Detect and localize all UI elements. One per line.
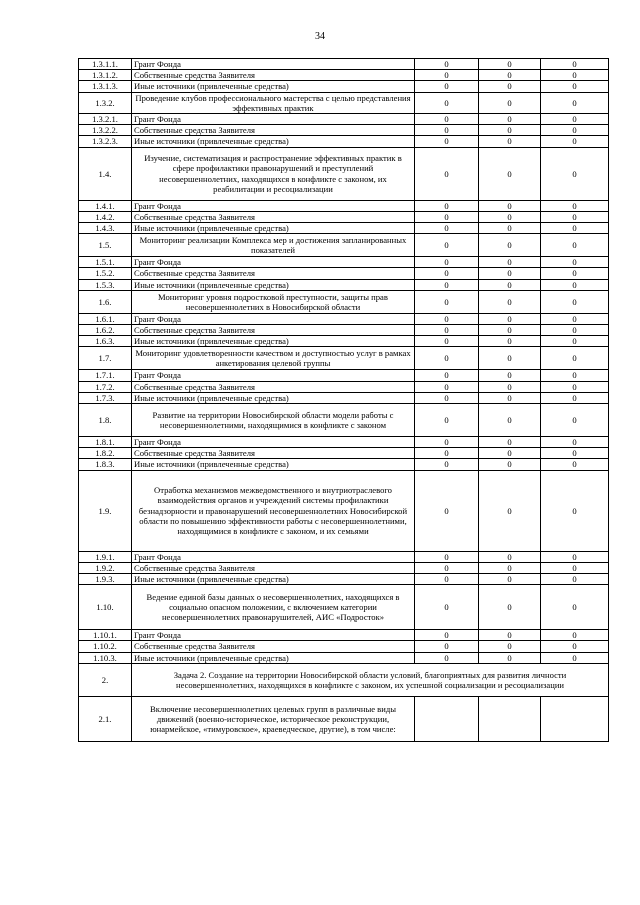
activity-description-cell: Грант Фонда <box>132 437 415 448</box>
value-cell-1: 0 <box>415 551 479 562</box>
activity-description-cell: Грант Фонда <box>132 370 415 381</box>
table-row <box>79 234 609 257</box>
table-row <box>79 437 609 448</box>
row-number-cell: 1.5.3. <box>79 279 132 290</box>
activities-table <box>78 58 609 742</box>
table-row <box>79 114 609 125</box>
value-cell-3: 0 <box>541 81 609 92</box>
value-cell-1: 0 <box>415 223 479 234</box>
activities-table-body <box>79 59 609 742</box>
value-cell-3: 0 <box>541 470 609 551</box>
value-cell-1: 0 <box>415 136 479 147</box>
row-number-cell: 1.10.3. <box>79 652 132 663</box>
table-row <box>79 459 609 470</box>
activity-description-cell: Собственные средства Заявителя <box>132 268 415 279</box>
row-number-cell: 1.4.3. <box>79 223 132 234</box>
row-number-cell: 1.3.1.3. <box>79 81 132 92</box>
row-number-cell: 1.8.2. <box>79 448 132 459</box>
value-cell-1: 0 <box>415 279 479 290</box>
task-description-cell: Задача 2. Создание на территории Новосибирской области условий, благоприятных для развития личности несовершеннолетних, находящихся в конфликте с законом, их успешной социализации и ресоциализации <box>132 663 609 696</box>
value-cell-2: 0 <box>479 370 541 381</box>
table-row <box>79 404 609 437</box>
value-cell-3: 0 <box>541 448 609 459</box>
row-number-cell: 1.5.2. <box>79 268 132 279</box>
value-cell-2: 0 <box>479 81 541 92</box>
value-cell-3: 0 <box>541 585 609 630</box>
value-cell-2: 0 <box>479 223 541 234</box>
value-cell-2: 0 <box>479 392 541 403</box>
row-number-cell: 1.6.3. <box>79 336 132 347</box>
value-cell-1: 0 <box>415 652 479 663</box>
value-cell-1: 0 <box>415 470 479 551</box>
table-row <box>79 381 609 392</box>
value-cell-2: 0 <box>479 381 541 392</box>
value-cell-1: 0 <box>415 81 479 92</box>
table-row <box>79 585 609 630</box>
table-row <box>79 336 609 347</box>
value-cell-3: 0 <box>541 279 609 290</box>
row-number-cell: 1.7.2. <box>79 381 132 392</box>
row-number-cell: 1.3.2. <box>79 92 132 113</box>
value-cell-2: 0 <box>479 114 541 125</box>
activity-description-cell: Проведение клубов профессионального мастерства с целью представления эффективных практик <box>132 92 415 113</box>
value-cell-2: 0 <box>479 470 541 551</box>
value-cell-3: 0 <box>541 147 609 200</box>
value-cell-3: 0 <box>541 211 609 222</box>
value-cell-1: 0 <box>415 125 479 136</box>
value-cell-2: 0 <box>479 200 541 211</box>
value-cell-2: 0 <box>479 641 541 652</box>
value-cell-2: 0 <box>479 290 541 313</box>
row-number-cell: 1.10.2. <box>79 641 132 652</box>
value-cell-1: 0 <box>415 370 479 381</box>
table-row <box>79 630 609 641</box>
activity-description-cell: Ведение единой базы данных о несовершеннолетних, находящихся в социально опасном положении, с включением категории несовершеннолетних правонарушителей, АИС «Подросток» <box>132 585 415 630</box>
value-cell-3: 0 <box>541 652 609 663</box>
activity-description-cell: Грант Фонда <box>132 257 415 268</box>
value-cell-3: 0 <box>541 114 609 125</box>
activity-description-cell: Иные источники (привлеченные средства) <box>132 223 415 234</box>
table-row <box>79 125 609 136</box>
value-cell-2: 0 <box>479 92 541 113</box>
activity-description-cell: Иные источники (привлеченные средства) <box>132 81 415 92</box>
value-cell-3: 0 <box>541 459 609 470</box>
table-row <box>79 370 609 381</box>
value-cell-3: 0 <box>541 404 609 437</box>
row-number-cell: 1.5.1. <box>79 257 132 268</box>
value-cell-1: 0 <box>415 313 479 324</box>
value-cell-1: 0 <box>415 70 479 81</box>
table-row <box>79 279 609 290</box>
row-number-cell: 1.3.1.1. <box>79 59 132 70</box>
value-cell-3: 0 <box>541 641 609 652</box>
row-number-cell: 1.7.1. <box>79 370 132 381</box>
value-cell-2: 0 <box>479 347 541 370</box>
value-cell-1: 0 <box>415 92 479 113</box>
value-cell-3: 0 <box>541 325 609 336</box>
value-cell-3: 0 <box>541 381 609 392</box>
row-number-cell: 1.9.1. <box>79 551 132 562</box>
value-cell-3: 0 <box>541 92 609 113</box>
row-number-cell: 1.8.3. <box>79 459 132 470</box>
row-number-cell: 1.10.1. <box>79 630 132 641</box>
value-cell-2: 0 <box>479 459 541 470</box>
value-cell-2: 0 <box>479 652 541 663</box>
row-number-cell: 2. <box>79 663 132 696</box>
activity-description-cell: Грант Фонда <box>132 114 415 125</box>
value-cell-3: 0 <box>541 551 609 562</box>
activity-description-cell: Собственные средства Заявителя <box>132 125 415 136</box>
table-row <box>79 696 609 741</box>
activity-description-cell: Собственные средства Заявителя <box>132 211 415 222</box>
value-cell-1 <box>415 696 479 741</box>
value-cell-3: 0 <box>541 200 609 211</box>
table-row <box>79 257 609 268</box>
value-cell-1: 0 <box>415 574 479 585</box>
table-row <box>79 136 609 147</box>
activity-description-cell: Иные источники (привлеченные средства) <box>132 136 415 147</box>
row-number-cell: 1.6.2. <box>79 325 132 336</box>
activity-description-cell: Собственные средства Заявителя <box>132 381 415 392</box>
value-cell-1: 0 <box>415 257 479 268</box>
value-cell-1: 0 <box>415 641 479 652</box>
value-cell-2: 0 <box>479 268 541 279</box>
activity-description-cell: Грант Фонда <box>132 313 415 324</box>
value-cell-3: 0 <box>541 290 609 313</box>
value-cell-2: 0 <box>479 147 541 200</box>
table-row <box>79 147 609 200</box>
activity-description-cell: Иные источники (привлеченные средства) <box>132 574 415 585</box>
table-row <box>79 641 609 652</box>
activity-description-cell: Иные источники (привлеченные средства) <box>132 459 415 470</box>
row-number-cell: 1.3.1.2. <box>79 70 132 81</box>
row-number-cell: 1.4. <box>79 147 132 200</box>
value-cell-2: 0 <box>479 136 541 147</box>
table-row <box>79 70 609 81</box>
table-row <box>79 347 609 370</box>
row-number-cell: 1.4.2. <box>79 211 132 222</box>
value-cell-1: 0 <box>415 114 479 125</box>
row-number-cell: 1.3.2.1. <box>79 114 132 125</box>
activity-description-cell: Мониторинг реализации Комплекса мер и достижения запланированных показателей <box>132 234 415 257</box>
table-row <box>79 211 609 222</box>
activity-description-cell: Изучение, систематизация и распространение эффективных практик в сфере профилактики правонарушений и преступлений несовершеннолетних, находящихся в конфликте с законом, их реабилитации и ресоциализации <box>132 147 415 200</box>
row-number-cell: 2.1. <box>79 696 132 741</box>
activity-description-cell: Грант Фонда <box>132 630 415 641</box>
value-cell-3 <box>541 696 609 741</box>
activity-description-cell: Собственные средства Заявителя <box>132 325 415 336</box>
table-row <box>79 470 609 551</box>
value-cell-2: 0 <box>479 585 541 630</box>
row-number-cell: 1.9. <box>79 470 132 551</box>
table-row <box>79 92 609 113</box>
table-row <box>79 290 609 313</box>
value-cell-2: 0 <box>479 574 541 585</box>
value-cell-2: 0 <box>479 437 541 448</box>
value-cell-3: 0 <box>541 562 609 573</box>
table-row <box>79 551 609 562</box>
page-number: 34 <box>315 31 325 42</box>
activity-description-cell: Собственные средства Заявителя <box>132 70 415 81</box>
table-row <box>79 59 609 70</box>
row-number-cell: 1.4.1. <box>79 200 132 211</box>
value-cell-3: 0 <box>541 136 609 147</box>
row-number-cell: 1.8. <box>79 404 132 437</box>
value-cell-2: 0 <box>479 313 541 324</box>
value-cell-3: 0 <box>541 257 609 268</box>
value-cell-2: 0 <box>479 70 541 81</box>
value-cell-1: 0 <box>415 268 479 279</box>
value-cell-3: 0 <box>541 223 609 234</box>
value-cell-2 <box>479 696 541 741</box>
value-cell-2: 0 <box>479 562 541 573</box>
value-cell-2: 0 <box>479 336 541 347</box>
value-cell-3: 0 <box>541 370 609 381</box>
activity-description-cell: Включение несовершеннолетних целевых групп в различные виды движений (военно-историческое, историческое реконструкции, юнармейское, «тимуровское», краеведческое, другие), в том числе: <box>132 696 415 741</box>
activity-description-cell: Отработка механизмов межведомственного и внутриотраслевого взаимодействия органов и учреждений системы профилактики безнадзорности и правонарушений несовершеннолетних Новосибирской области по повышению эффективности работы с несовершеннолетними, находящимися в конфликте с законом, и их семьями <box>132 470 415 551</box>
table-row <box>79 562 609 573</box>
value-cell-3: 0 <box>541 630 609 641</box>
row-number-cell: 1.6. <box>79 290 132 313</box>
value-cell-1: 0 <box>415 325 479 336</box>
table-row <box>79 574 609 585</box>
table-row <box>79 652 609 663</box>
row-number-cell: 1.3.2.3. <box>79 136 132 147</box>
value-cell-2: 0 <box>479 630 541 641</box>
row-number-cell: 1.3.2.2. <box>79 125 132 136</box>
value-cell-2: 0 <box>479 59 541 70</box>
table-row <box>79 268 609 279</box>
activity-description-cell: Мониторинг уровня подростковой преступности, защиты прав несовершеннолетних в Новосибирской области <box>132 290 415 313</box>
value-cell-1: 0 <box>415 459 479 470</box>
activity-description-cell: Грант Фонда <box>132 200 415 211</box>
activity-description-cell: Грант Фонда <box>132 551 415 562</box>
value-cell-1: 0 <box>415 437 479 448</box>
table-row <box>79 81 609 92</box>
table-row <box>79 200 609 211</box>
activity-description-cell: Иные источники (привлеченные средства) <box>132 336 415 347</box>
value-cell-2: 0 <box>479 234 541 257</box>
value-cell-1: 0 <box>415 200 479 211</box>
value-cell-1: 0 <box>415 448 479 459</box>
table-row <box>79 313 609 324</box>
value-cell-1: 0 <box>415 392 479 403</box>
value-cell-3: 0 <box>541 437 609 448</box>
activity-description-cell: Развитие на территории Новосибирской области модели работы с несовершеннолетними, находящимися в конфликте с законом <box>132 404 415 437</box>
activity-description-cell: Иные источники (привлеченные средства) <box>132 652 415 663</box>
task-row <box>79 663 609 696</box>
table-row <box>79 392 609 403</box>
value-cell-2: 0 <box>479 404 541 437</box>
value-cell-1: 0 <box>415 630 479 641</box>
row-number-cell: 1.7.3. <box>79 392 132 403</box>
row-number-cell: 1.10. <box>79 585 132 630</box>
row-number-cell: 1.6.1. <box>79 313 132 324</box>
value-cell-1: 0 <box>415 562 479 573</box>
value-cell-3: 0 <box>541 347 609 370</box>
row-number-cell: 1.5. <box>79 234 132 257</box>
value-cell-2: 0 <box>479 279 541 290</box>
value-cell-1: 0 <box>415 147 479 200</box>
activity-description-cell: Иные источники (привлеченные средства) <box>132 279 415 290</box>
row-number-cell: 1.9.3. <box>79 574 132 585</box>
value-cell-3: 0 <box>541 59 609 70</box>
table-row <box>79 223 609 234</box>
value-cell-3: 0 <box>541 268 609 279</box>
value-cell-3: 0 <box>541 234 609 257</box>
value-cell-1: 0 <box>415 234 479 257</box>
value-cell-3: 0 <box>541 574 609 585</box>
value-cell-1: 0 <box>415 290 479 313</box>
activity-description-cell: Иные источники (привлеченные средства) <box>132 392 415 403</box>
row-number-cell: 1.8.1. <box>79 437 132 448</box>
table-row <box>79 325 609 336</box>
value-cell-2: 0 <box>479 211 541 222</box>
value-cell-1: 0 <box>415 404 479 437</box>
value-cell-3: 0 <box>541 313 609 324</box>
value-cell-3: 0 <box>541 70 609 81</box>
value-cell-1: 0 <box>415 211 479 222</box>
value-cell-1: 0 <box>415 59 479 70</box>
value-cell-3: 0 <box>541 392 609 403</box>
value-cell-2: 0 <box>479 125 541 136</box>
value-cell-2: 0 <box>479 551 541 562</box>
value-cell-1: 0 <box>415 347 479 370</box>
table-row <box>79 448 609 459</box>
value-cell-1: 0 <box>415 585 479 630</box>
value-cell-2: 0 <box>479 257 541 268</box>
value-cell-3: 0 <box>541 125 609 136</box>
value-cell-1: 0 <box>415 336 479 347</box>
row-number-cell: 1.9.2. <box>79 562 132 573</box>
activity-description-cell: Собственные средства Заявителя <box>132 641 415 652</box>
value-cell-2: 0 <box>479 325 541 336</box>
activity-description-cell: Грант Фонда <box>132 59 415 70</box>
value-cell-2: 0 <box>479 448 541 459</box>
row-number-cell: 1.7. <box>79 347 132 370</box>
activity-description-cell: Мониторинг удовлетворенности качеством и доступностью услуг в рамках анкетирования целевой группы <box>132 347 415 370</box>
activity-description-cell: Собственные средства Заявителя <box>132 448 415 459</box>
activity-description-cell: Собственные средства Заявителя <box>132 562 415 573</box>
value-cell-3: 0 <box>541 336 609 347</box>
value-cell-1: 0 <box>415 381 479 392</box>
